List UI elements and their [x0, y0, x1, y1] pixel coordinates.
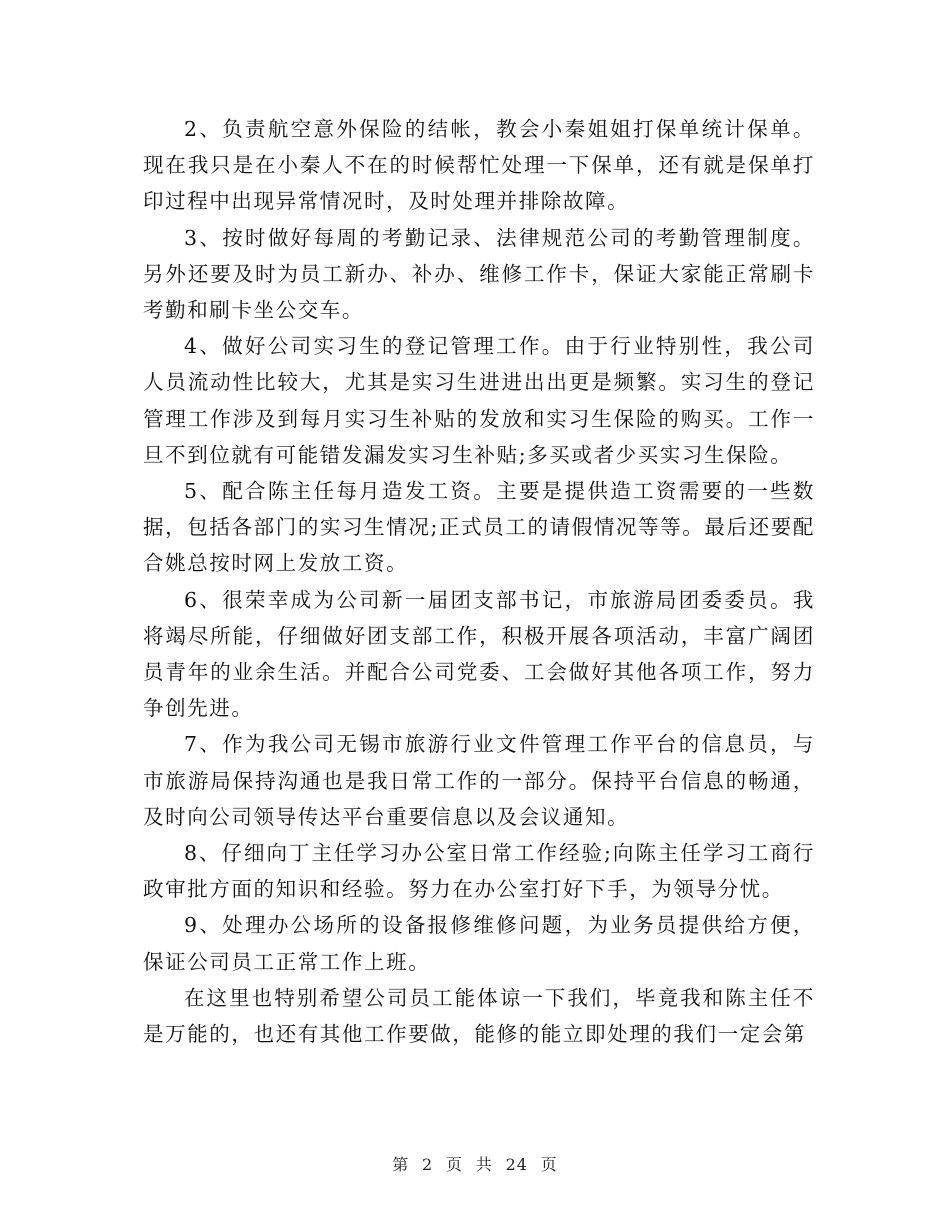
paragraph-item-3: 3、按时做好每周的考勤记录、法律规范公司的考勤管理制度。另外还要及时为员工新办、补办、维修工作卡，保证大家能正常刷卡考勤和刷卡坐公交车。	[143, 225, 815, 323]
paragraph-item-7: 7、作为我公司无锡市旅游行业文件管理工作平台的信息员，与市旅游局保持沟通也是我日常工作的一部分。保持平台信息的畅通，及时向公司领导传达平台重要信息以及会议通知。	[143, 732, 815, 829]
footer-total-word: 共	[475, 1155, 493, 1174]
footer-prefix: 第	[392, 1155, 410, 1174]
footer-suffix: 页	[540, 1155, 558, 1174]
paragraph-item-4: 4、做好公司实习生的登记管理工作。由于行业特别性，我公司人员流动性比较大，尤其是实习生进进出出更是频繁。实习生的登记管理工作涉及到每月实习生补贴的发放和实习生保险的购买。工作一旦不到位就有可能错发漏发实习生补贴;多买或者少买实习生保险。	[143, 334, 815, 467]
paragraph-closing: 在这里也特别希望公司员工能体谅一下我们，毕竟我和陈主任不是万能的，也还有其他工作要做，能修的能立即处理的我们一定会第	[143, 985, 815, 1047]
paragraph-item-9: 9、处理办公场所的设备报修维修问题，为业务员提供给方便，保证公司员工正常工作上班。	[143, 913, 815, 974]
footer-page-word: 页	[446, 1155, 464, 1174]
footer-current-page: 2	[422, 1155, 434, 1174]
paragraph-item-2: 2、负责航空意外保险的结帐，教会小秦姐姐打保单统计保单。现在我只是在小秦人不在的时候帮忙处理一下保单，还有就是保单打印过程中出现异常情况时，及时处理并排除故障。	[143, 117, 815, 214]
footer-total-pages: 24	[505, 1155, 528, 1174]
paragraph-item-8: 8、仔细向丁主任学习办公室日常工作经验;向陈主任学习工商行政审批方面的知识和经验。努力在办公室打好下手，为领导分忧。	[143, 841, 815, 902]
paragraph-item-5: 5、配合陈主任每月造发工资。主要是提供造工资需要的一些数据，包括各部门的实习生情况;正式员工的请假情况等等。最后还要配合姚总按时网上发放工资。	[143, 479, 815, 576]
page-footer	[0, 1152, 950, 1175]
document-body	[143, 111, 815, 1052]
paragraph-item-6: 6、很荣幸成为公司新一届团支部书记，市旅游局团委委员。我将竭尽所能，仔细做好团支部工作，积极开展各项活动，丰富广阔团员青年的业余生活。并配合公司党委、工会做好其他各项工作，努力争创先进。	[143, 587, 815, 721]
